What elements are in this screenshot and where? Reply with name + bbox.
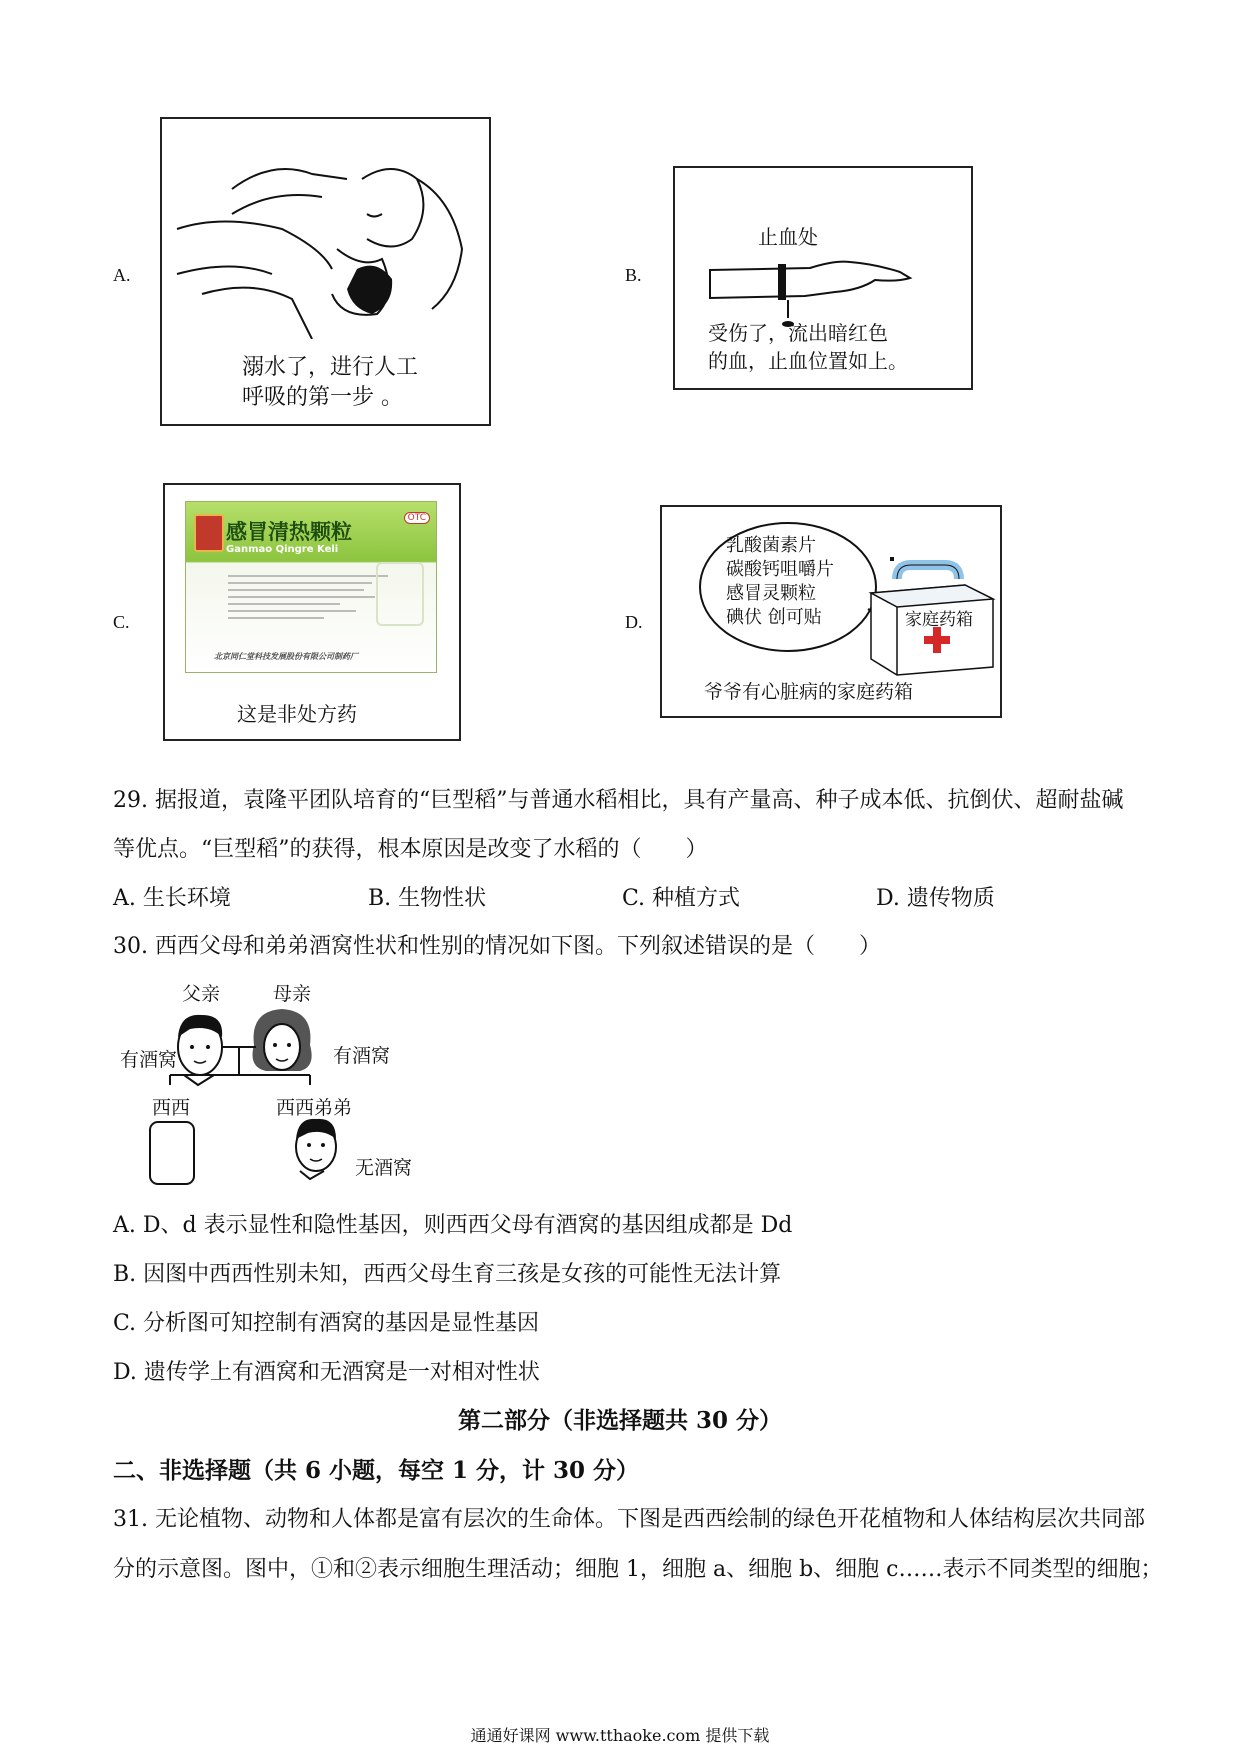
kit-label: 家庭药箱 <box>905 610 973 630</box>
q30-option-a[interactable]: A. D、d 表示显性和隐性基因，则西西父母有酒窝的基因组成都是 Dd <box>113 1213 793 1238</box>
brother-face-icon <box>296 1119 336 1179</box>
xixi-unknown-box <box>150 1122 194 1184</box>
father-trait: 有酒窝 <box>120 1049 178 1071</box>
option-a-letter: A. <box>113 265 131 285</box>
q30-stem: 30. 西西父母和弟弟酒窝性状和性别的情况如下图。下列叙述错误的是（ ） <box>113 934 881 959</box>
option-b-title: 止血处 <box>758 225 818 249</box>
medicine-box <box>185 501 437 673</box>
bubble-item: 碳酸钙咀嚼片 <box>726 559 834 580</box>
option-d-image-frame <box>660 505 1002 718</box>
part2-title: 第二部分（非选择题共 30 分） <box>457 1407 783 1434</box>
xixi-label: 西西 <box>152 1097 191 1119</box>
q29-choice-b[interactable]: B. 生物性状 <box>368 886 487 911</box>
father-label: 父亲 <box>182 983 221 1005</box>
option-d-caption: 爷爷有心脏病的家庭药箱 <box>704 681 914 703</box>
mother-face-icon <box>253 1009 312 1071</box>
q31-stem-line2: 分的示意图。图中，①和②表示细胞生理活动；细胞 1，细胞 a、细胞 b、细胞 c……表示不同类型的细胞； <box>113 1557 1163 1582</box>
otc-badge: OTC <box>404 512 430 524</box>
page-footer: 通通好课网 www.tthaoke.com 提供下载 <box>470 1726 770 1745</box>
q29-stem-line1: 29. 据报道，袁隆平团队培育的“巨型稻”与普通水稻相比，具有产量高、种子成本低、抗倒伏、超耐盐碱 <box>113 788 1124 813</box>
brand-seal <box>376 562 424 626</box>
family-pedigree-figure <box>110 975 430 1190</box>
option-b-caption-1: 受伤了，流出暗红色 <box>708 321 888 345</box>
q29-stem-line2: 等优点。“巨型稻”的获得，根本原因是改变了水稻的（ ） <box>113 837 708 862</box>
section2-title: 二、非选择题（共 6 小题，每空 1 分，计 30 分） <box>113 1457 640 1484</box>
q29-choice-a[interactable]: A. 生长环境 <box>113 886 231 911</box>
mother-label: 母亲 <box>273 983 312 1005</box>
mother-trait: 有酒窝 <box>333 1045 391 1067</box>
q30-option-d[interactable]: D. 遗传学上有酒窝和无酒窝是一对相对性状 <box>113 1360 540 1385</box>
q29-choice-c[interactable]: C. 种植方式 <box>622 886 741 911</box>
option-b-image-frame <box>673 166 973 390</box>
option-a-caption-2: 呼吸的第一步 。 <box>242 385 403 410</box>
kit-dot <box>890 557 894 561</box>
option-b-caption-2: 的血，止血位置如上。 <box>708 349 908 373</box>
option-a-image-frame <box>160 117 491 426</box>
q30-option-c[interactable]: C. 分析图可知控制有酒窝的基因是显性基因 <box>113 1311 540 1336</box>
brother-label: 西西弟弟 <box>276 1097 353 1119</box>
medicine-box-maker: 北京同仁堂科技发展股份有限公司制药厂 <box>214 652 358 661</box>
medicine-box-title: 感冒清热颗粒 <box>226 520 352 544</box>
bubble-item: 乳酸菌素片 <box>726 535 816 556</box>
q31-stem-line1: 31. 无论植物、动物和人体都是富有层次的生命体。下图是西西绘制的绿色开花植物和人体结构层次共同部 <box>113 1507 1145 1532</box>
medicine-box-pinyin: Ganmao Qingre Keli <box>226 544 339 555</box>
option-c-letter: C. <box>113 612 130 632</box>
option-c-caption: 这是非处方药 <box>237 702 357 726</box>
q29-choice-d[interactable]: D. 遗传物质 <box>876 886 995 911</box>
option-a-caption-1: 溺水了，进行人工 <box>242 355 419 380</box>
option-c-image-frame <box>163 483 461 741</box>
option-b-letter: B. <box>625 265 642 285</box>
rescue-breathing-illustration <box>162 119 489 339</box>
option-d-letter: D. <box>625 612 643 632</box>
brother-trait: 无酒窝 <box>355 1157 413 1179</box>
q30-option-b[interactable]: B. 因图中西西性别未知，西西父母生育三孩是女孩的可能性无法计算 <box>113 1262 782 1287</box>
brand-logo-icon <box>194 514 224 552</box>
bubble-item: 碘伏 创可贴 <box>726 607 822 628</box>
medicine-box-text-lines <box>228 570 388 624</box>
bubble-item: 感冒灵颗粒 <box>726 583 816 604</box>
bubble-medicine-list <box>726 534 834 630</box>
